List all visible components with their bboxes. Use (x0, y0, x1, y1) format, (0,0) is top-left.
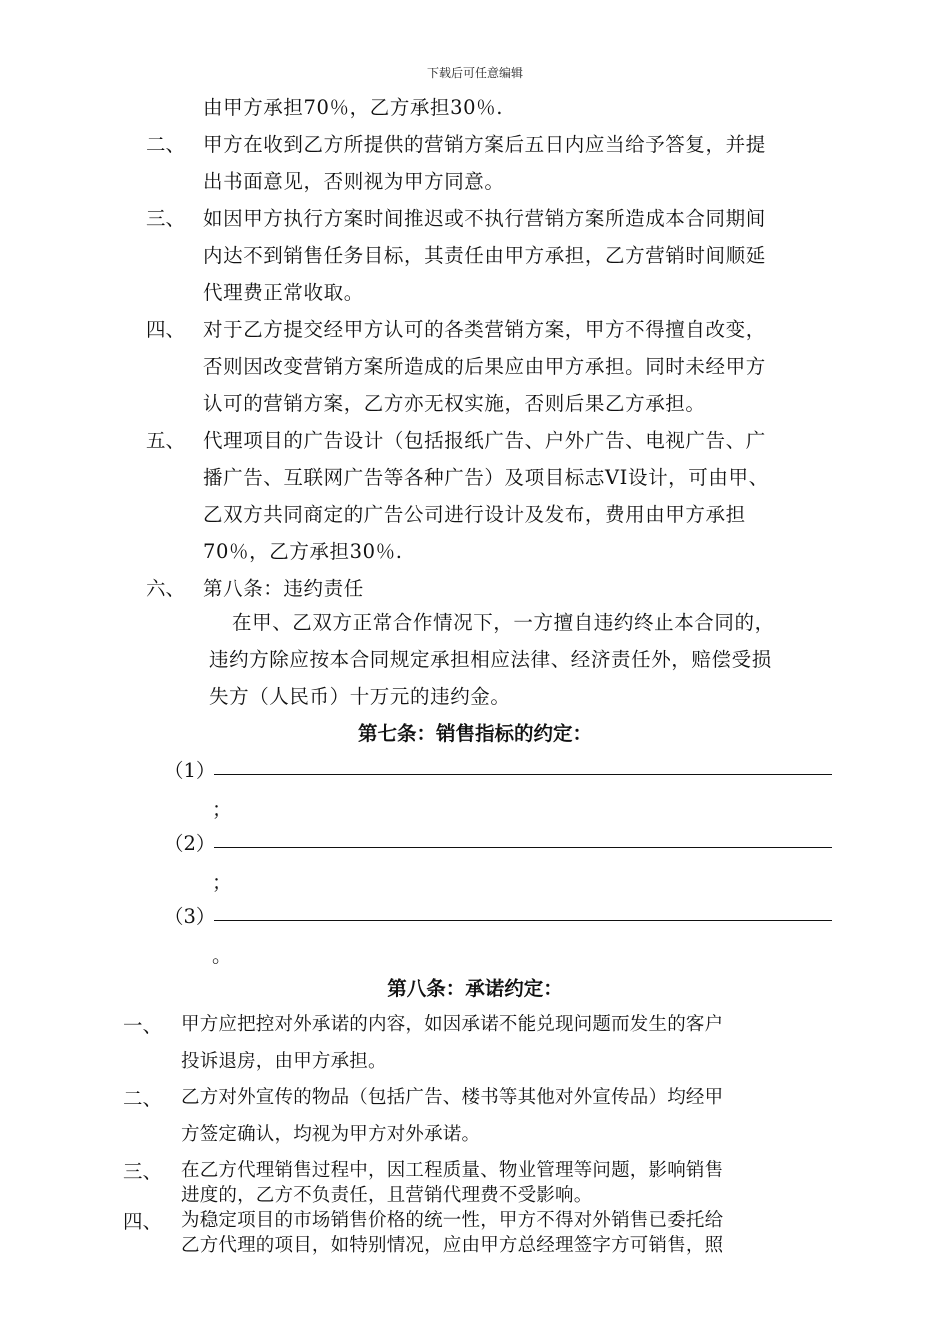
item-number: 三、 (123, 1160, 163, 1183)
item-line: 乙方代理的项目，如特别情况，应由甲方总经理签字方可销售，照 (181, 1235, 724, 1256)
breach-line: 在甲、乙双方正常合作情况下，一方擅自违约终止本合同的， (232, 611, 775, 634)
item-line: 甲方在收到乙方所提供的营销方案后五日内应当给予答复，并提 (203, 133, 766, 156)
blank-label: （3） (164, 905, 216, 928)
breach-line: 违约方除应按本合同规定承担相应法律、经济责任外，赔偿受损 (209, 648, 772, 671)
item-number: 三、 (146, 207, 186, 230)
item-line: 播广告、互联网广告等各种广告）及项目标志VI设计，可由甲、 (203, 466, 769, 489)
item-line: 第八条：违约责任 (203, 577, 364, 600)
item-number: 五、 (146, 429, 186, 452)
article8-title: 第八条：承诺约定： (387, 977, 563, 1000)
item-line: 代理费正常收取。 (203, 281, 364, 304)
item-line: 70％，乙方承担30％. (203, 540, 403, 563)
item-number: 二、 (146, 133, 186, 156)
item-line: 方签定确认，均视为甲方对外承诺。 (181, 1124, 481, 1145)
item-line: 在乙方代理销售过程中，因工程质量、物业管理等问题，影响销售 (181, 1160, 724, 1181)
item-line: 如因甲方执行方案时间推迟或不执行营销方案所造成本合同期间 (203, 207, 766, 230)
page-header: 下载后可任意编辑 (426, 66, 523, 80)
blank-end: ； (212, 871, 232, 894)
item-line: 甲方应把控对外承诺的内容，如因承诺不能兑现问题而发生的客户 (181, 1014, 724, 1035)
item-line: 否则因改变营销方案所造成的后果应由甲方承担。同时未经甲方 (203, 355, 766, 378)
continued-line: 由甲方承担70％，乙方承担30％. (203, 96, 504, 119)
item-line: 乙方对外宣传的物品（包括广告、楼书等其他对外宣传品）均经甲 (181, 1087, 724, 1108)
breach-line: 失方（人民币）十万元的违约金。 (209, 685, 511, 708)
article7-title: 第七条：销售指标的约定： (357, 722, 592, 745)
item-line: 对于乙方提交经甲方认可的各类营销方案，甲方不得擅自改变， (203, 318, 766, 341)
blank-label: （2） (164, 832, 216, 855)
blank-end: ； (212, 798, 232, 821)
item-line: 认可的营销方案，乙方亦无权实施，否则后果乙方承担。 (203, 392, 706, 415)
blank-end: 。 (212, 944, 232, 967)
item-number: 四、 (123, 1210, 163, 1233)
blank-line (214, 774, 832, 775)
item-line: 内达不到销售任务目标，其责任由甲方承担，乙方营销时间顺延 (203, 244, 766, 267)
item-line: 进度的，乙方不负责任，且营销代理费不受影响。 (181, 1185, 593, 1206)
blank-line (214, 920, 832, 921)
blank-line (214, 847, 832, 848)
item-number: 四、 (146, 318, 186, 341)
item-line: 代理项目的广告设计（包括报纸广告、户外广告、电视广告、广 (203, 429, 766, 452)
item-line: 为稳定项目的市场销售价格的统一性，甲方不得对外销售已委托给 (181, 1210, 724, 1231)
item-line: 乙双方共同商定的广告公司进行设计及发布，费用由甲方承担 (203, 503, 746, 526)
item-number: 二、 (123, 1087, 163, 1110)
blank-label: （1） (164, 759, 216, 782)
item-number: 六、 (146, 577, 186, 600)
item-line: 投诉退房，由甲方承担。 (181, 1051, 387, 1072)
item-number: 一、 (123, 1014, 163, 1037)
item-line: 出书面意见，否则视为甲方同意。 (203, 170, 505, 193)
